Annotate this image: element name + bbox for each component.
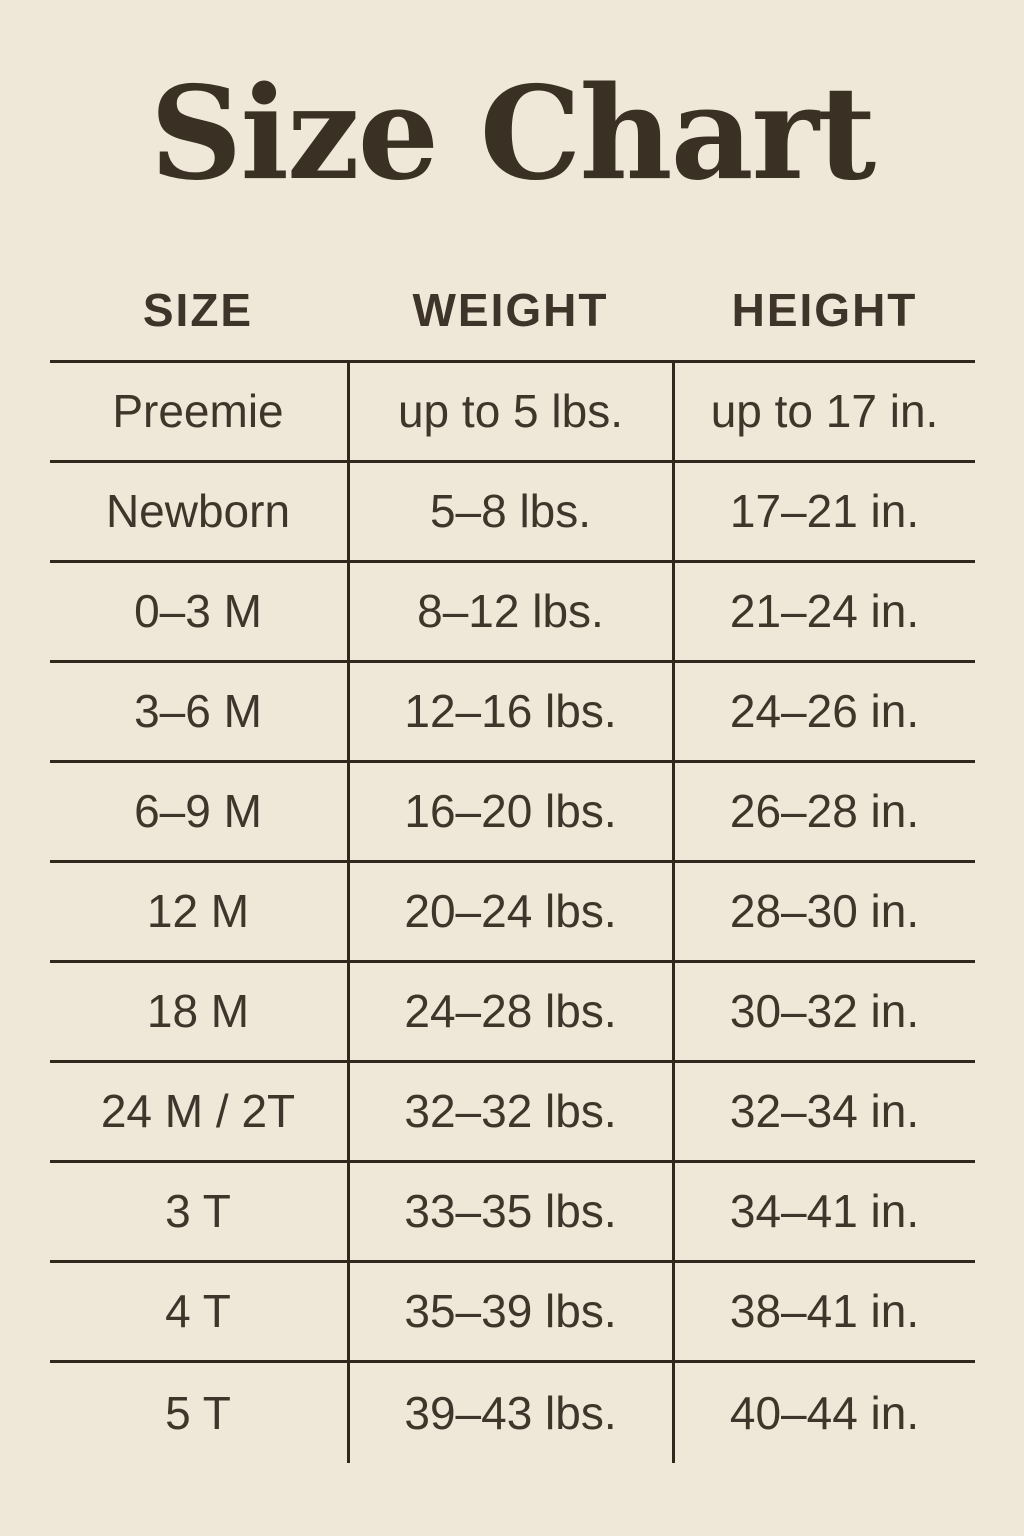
weight-cell: 33–35 lbs. — [347, 1163, 675, 1260]
weight-cell: 24–28 lbs. — [347, 963, 675, 1060]
height-cell: 24–26 in. — [729, 685, 920, 738]
table-row-6-9m — [50, 763, 975, 863]
table-row-18m — [50, 963, 975, 1063]
table-body — [50, 360, 975, 1463]
height-cell: 34–41 in. — [729, 1185, 920, 1238]
page-title: Size Chart — [149, 59, 875, 209]
table-row-3-6m — [50, 663, 975, 763]
weight-cell: 12–16 lbs. — [347, 663, 675, 760]
table-row-0-3m — [50, 563, 975, 663]
size-chart-table — [50, 260, 975, 1463]
weight-cell: 5–8 lbs. — [347, 463, 675, 560]
height-cell: 17–21 in. — [729, 485, 920, 538]
column-header-size: SIZE — [142, 283, 254, 336]
height-cell: 38–41 in. — [729, 1285, 920, 1338]
table-row-12m — [50, 863, 975, 963]
table-row-4t — [50, 1263, 975, 1363]
column-header-height: HEIGHT — [731, 283, 918, 336]
size-cell: Newborn — [105, 485, 291, 538]
size-cell: 24 M / 2T — [100, 1085, 296, 1138]
size-cell: 3 T — [165, 1185, 231, 1238]
height-cell: 32–34 in. — [729, 1085, 920, 1138]
table-row-preemie — [50, 363, 975, 463]
table-row-5t — [50, 1363, 975, 1463]
table-row-newborn — [50, 463, 975, 563]
weight-cell: 39–43 lbs. — [347, 1363, 675, 1463]
size-cell: 4 T — [165, 1285, 231, 1338]
size-cell: 6–9 M — [134, 785, 262, 838]
weight-cell: 16–20 lbs. — [347, 763, 675, 860]
weight-cell: 35–39 lbs. — [347, 1263, 675, 1360]
size-cell: 3–6 M — [134, 685, 262, 738]
weight-cell: 32–32 lbs. — [347, 1063, 675, 1160]
column-header-weight: WEIGHT — [412, 283, 609, 336]
weight-cell: up to 5 lbs. — [347, 363, 675, 460]
size-cell: 0–3 M — [134, 585, 262, 638]
height-cell: 30–32 in. — [729, 985, 920, 1038]
height-cell: 40–44 in. — [729, 1386, 920, 1439]
height-cell: 21–24 in. — [729, 585, 920, 638]
table-row-3t — [50, 1163, 975, 1263]
weight-cell: 8–12 lbs. — [347, 563, 675, 660]
height-cell: 28–30 in. — [729, 885, 920, 938]
height-cell: 26–28 in. — [729, 785, 920, 838]
size-cell: 5 T — [165, 1386, 231, 1439]
table-row-24m-2t — [50, 1063, 975, 1163]
size-cell: 18 M — [146, 985, 250, 1038]
height-cell: up to 17 in. — [710, 385, 939, 438]
size-cell: 12 M — [146, 885, 250, 938]
weight-cell: 20–24 lbs. — [347, 863, 675, 960]
table-header-row — [50, 260, 975, 360]
size-cell: Preemie — [112, 385, 284, 438]
